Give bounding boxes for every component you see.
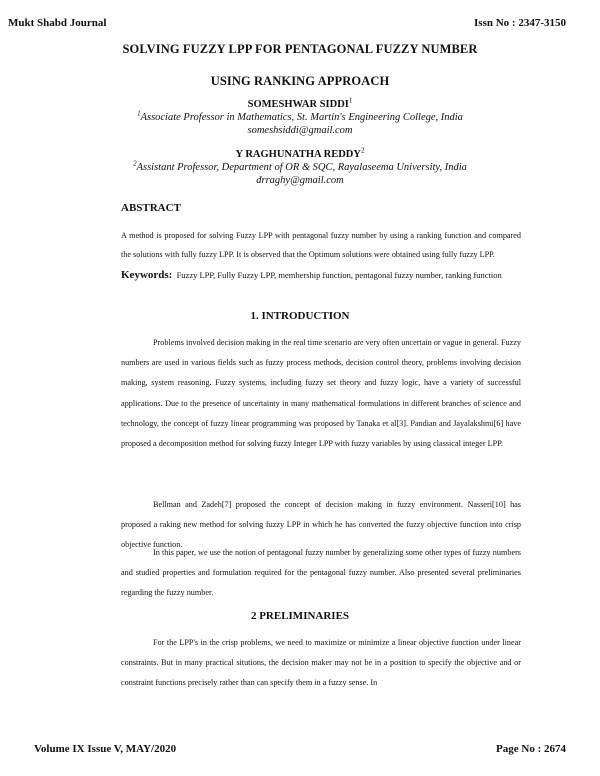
author-name: Y RAGHUNATHA REDDY xyxy=(235,149,361,160)
author-name: SOMESHWAR SIDDI xyxy=(247,99,349,110)
section-heading-preliminaries: 2 PRELIMINARIES xyxy=(250,610,350,622)
author-superscript: 2 xyxy=(360,146,365,155)
keywords xyxy=(121,262,521,289)
abstract-heading: ABSTRACT xyxy=(121,202,181,214)
section-heading-introduction: 1. INTRODUCTION xyxy=(250,310,350,322)
paragraph-text: Problems involved decision making in the real time scenario are very often uncertain or vague in general. Fuzzy numbers are used in various fields such as fuzzy process methods, decision control theory, problems involving decision making, system reasoning. Fuzzy systems, including fuzzy set theory and fuzzy logic, have a variety of successful applications. Due to the presence of uncertainty in many mathematical formulations in different branches of science and technology, the concept of fuzzy linear programming was proposed by Tanaka et al[3]. Pandian and Jayalakshmi[6] have proposed a decomposition method for solving fuzzy Integer LPP with fuzzy variables by using classical integer LPP. xyxy=(121,338,521,449)
affiliation-superscript: 1 xyxy=(137,109,141,118)
footer-page-number: Page No : 2674 xyxy=(496,743,566,755)
paragraph-text: For the LPP's in the crisp problems, we need to maximize or minimize a linear objective function under linear constraints. But in many practical situtions, the decision maker may not be in a position to specify the objective and or constraint functions precisely rather than can specify them in a fuzzy sense. In xyxy=(121,638,521,688)
affiliation-superscript: 2 xyxy=(133,159,137,168)
author-email: someshsiddi@gmail.com xyxy=(247,125,353,136)
keywords-text: Fuzzy LPP, Fully Fuzzy LPP, membership function, pentagonal fuzzy number, ranking function xyxy=(176,270,502,280)
paragraph-text: In this paper, we use the notion of pentagonal fuzzy number by generalizing some other types of fuzzy numbers and studied properties and formulation required for the pentagonal fuzzy number. Also presented several preliminaries regarding the fuzzy number. xyxy=(121,548,521,598)
author-affiliation: Associate Professor in Mathematics, St. Martin's Engineering College, India xyxy=(140,112,463,123)
journal-name: Mukt Shabd Journal xyxy=(8,17,107,29)
keywords-label: Keywords: xyxy=(121,269,173,281)
paragraph xyxy=(121,543,521,604)
paper-title-line-1: SOLVING FUZZY LPP FOR PENTAGONAL FUZZY NUMBER xyxy=(122,42,478,56)
author-email: drraghy@gmail.com xyxy=(256,175,344,186)
paragraph-text: Bellman and Zadeh[7] proposed the concept of decision making in fuzzy environment. Nasseri[10] has proposed a raking new method for solving fuzzy LPP in which he has converted the fuzzy objective function into crisp objective function. xyxy=(121,500,521,550)
paragraph xyxy=(121,633,521,694)
author-block-1 xyxy=(0,98,600,137)
paragraph xyxy=(121,333,521,454)
footer-volume: Volume IX Issue V, MAY/2020 xyxy=(34,743,177,755)
author-superscript: 1 xyxy=(348,96,353,105)
author-block-2 xyxy=(0,148,600,187)
abstract-text: A method is proposed for solving Fuzzy LPP with pentagonal fuzzy number by using a ranking function and compared the solutions with fully fuzzy LPP. It is observed that the Optimum solutions were obtained using fully fuzzy LPP. xyxy=(121,231,521,259)
issn-number: Issn No : 2347-3150 xyxy=(474,17,566,29)
paper-title-line-2: USING RANKING APPROACH xyxy=(210,74,390,88)
author-affiliation: Assistant Professor, Department of OR & SQC, Rayalaseema University, India xyxy=(136,162,467,173)
